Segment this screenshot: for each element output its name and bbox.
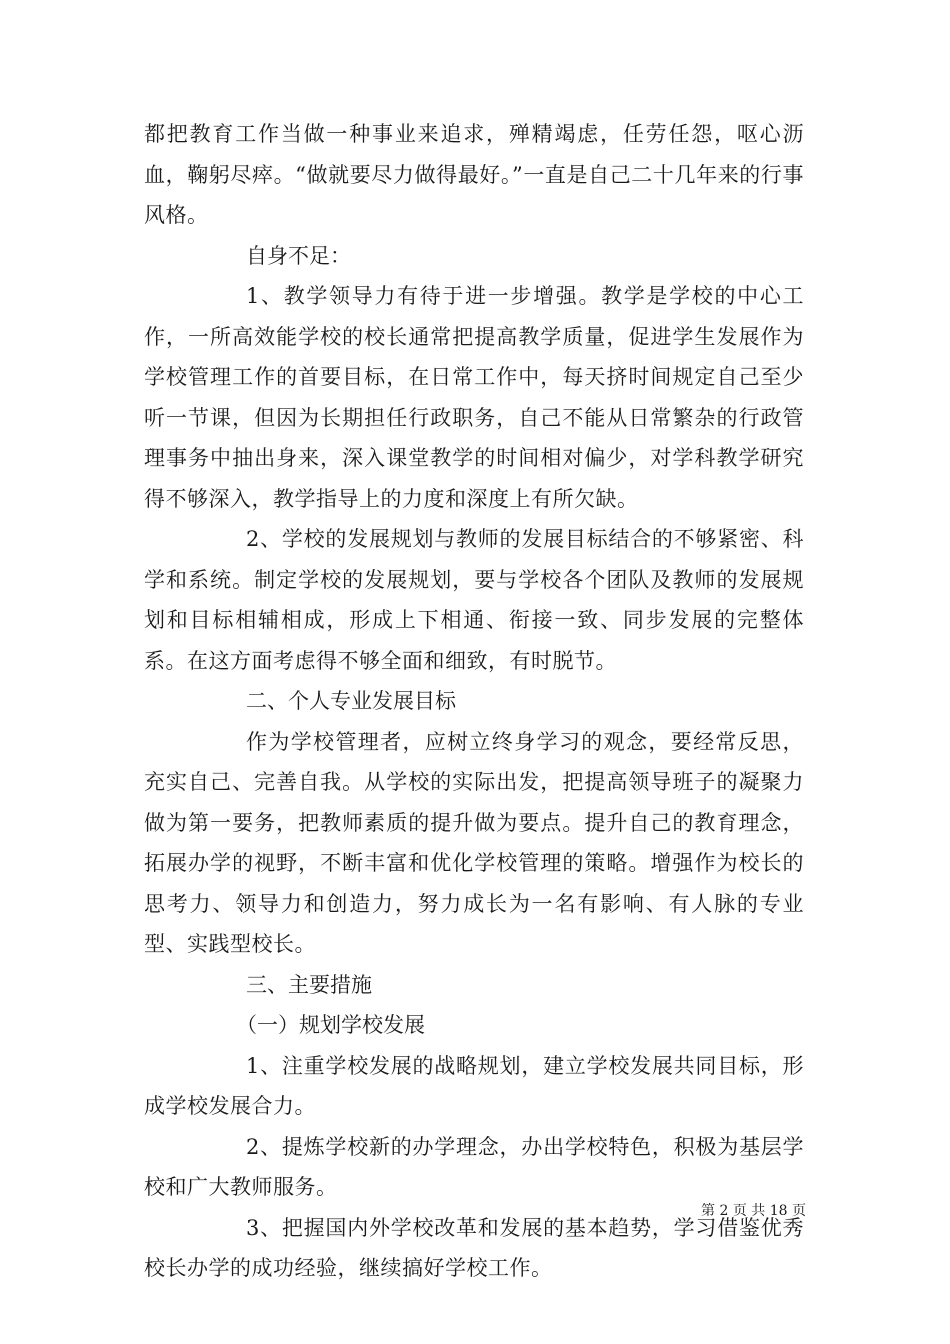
paragraph-measure-3: 3、把握国内外学校改革和发展的基本趋势，学习借鉴优秀校长办学的成功经验，继续搞好学校工作。 bbox=[144, 1215, 804, 1280]
section-heading-measures: 三、主要措施 bbox=[246, 972, 372, 997]
page-number-footer: 第 2 页 共 18 页 bbox=[701, 1203, 806, 1219]
subsection-heading-planning: （一）规划学校发展 bbox=[236, 1013, 425, 1037]
paragraph-goals: 作为学校管理者，应树立终身学习的观念，要经常反思，充实自己、完善自我。从学校的实际出发，把提高领导班子的凝聚力做为第一要务，把教师素质的提升做为要点。提升自己的教育理念，拓展办学的视野，不断丰富和优化学校管理的策略。增强作为校长的思考力、领导力和创造力，努力成长为一名有影响、有人脉的专业型、实践型校长。 bbox=[144, 729, 804, 956]
section-heading-goals: 二、个人专业发展目标 bbox=[246, 689, 456, 713]
section-label-shortcomings: 自身不足： bbox=[246, 243, 351, 268]
paragraph-measure-2: 2、提炼学校新的办学理念，办出学校特色，积极为基层学校和广大教师服务。 bbox=[144, 1134, 804, 1199]
paragraph-measure-1: 1、注重学校发展的战略规划，建立学校发展共同目标，形成学校发展合力。 bbox=[144, 1053, 804, 1118]
paragraph-shortcoming-1: 1、教学领导力有待于进一步增强。教学是学校的中心工作，一所高效能学校的校长通常把提高教学质量，促进学生发展作为学校管理工作的首要目标，在日常工作中，每天挤时间规定自己至少听一节课，但因为长期担任行政职务，自己不能从日常繁杂的行政管理事务中抽出身来，深入课堂教学的时间相对偏少，对学科教学研究得不够深入，教学指导上的力度和深度上有所欠缺。 bbox=[144, 284, 804, 511]
document-body bbox=[144, 114, 804, 1289]
paragraph-continuation: 都把教育工作当做一种事业来追求，殚精竭虑，任劳任怨，呕心沥血，鞠躬尽瘁。“做就要尽力做得最好。”一直是自己二十几年来的行事风格。 bbox=[144, 122, 804, 227]
paragraph-shortcoming-2: 2、学校的发展规划与教师的发展目标结合的不够紧密、科学和系统。制定学校的发展规划，要与学校各个团队及教师的发展规划和目标相辅相成，形成上下相通、衔接一致、同步发展的完整体系。在这方面考虑得不够全面和细致，有时脱节。 bbox=[144, 527, 804, 673]
